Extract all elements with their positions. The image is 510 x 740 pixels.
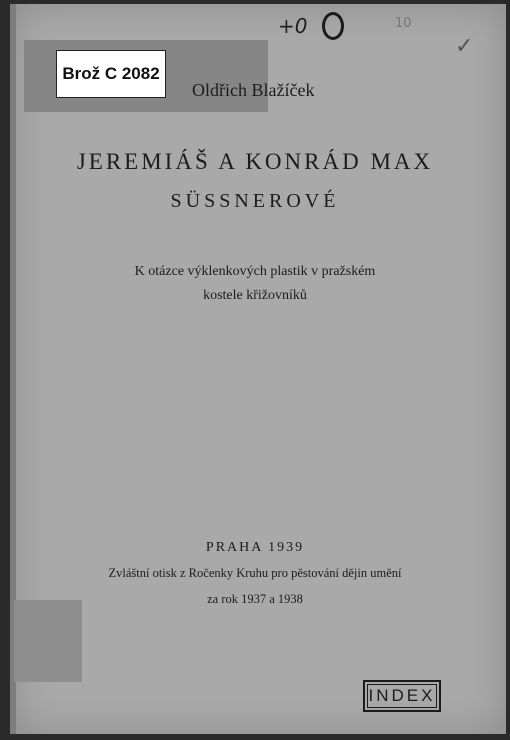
index-stamp: INDEX bbox=[363, 680, 441, 712]
document-cover bbox=[10, 4, 506, 734]
author-name: Oldřich Blažíček bbox=[192, 80, 315, 100]
discoloration-patch bbox=[14, 600, 82, 682]
handwritten-circle bbox=[322, 12, 344, 40]
offprint-note-line-2: za rok 1937 a 1938 bbox=[207, 592, 303, 606]
place-year: PRAHA 1939 bbox=[205, 540, 305, 555]
title-line-1: JEREMIÁŠ A KONRÁD MAX bbox=[76, 149, 434, 174]
handwritten-faint-number: 10 bbox=[395, 16, 412, 31]
library-call-number-label: Brož C 2082 bbox=[56, 50, 166, 98]
subtitle-line-2: kostele křižovníků bbox=[203, 288, 307, 303]
subtitle-line-1: K otázce výklenkových plastik v pražském bbox=[134, 264, 376, 279]
offprint-note-line-1: Zvláštní otisk z Ročenky Kruhu pro pěstování dějin umění bbox=[108, 566, 402, 580]
title-line-2: SÜSSNEROVÉ bbox=[170, 190, 340, 212]
check-mark-icon: ✓ bbox=[455, 34, 474, 59]
handwritten-mark: +0 bbox=[278, 14, 308, 38]
